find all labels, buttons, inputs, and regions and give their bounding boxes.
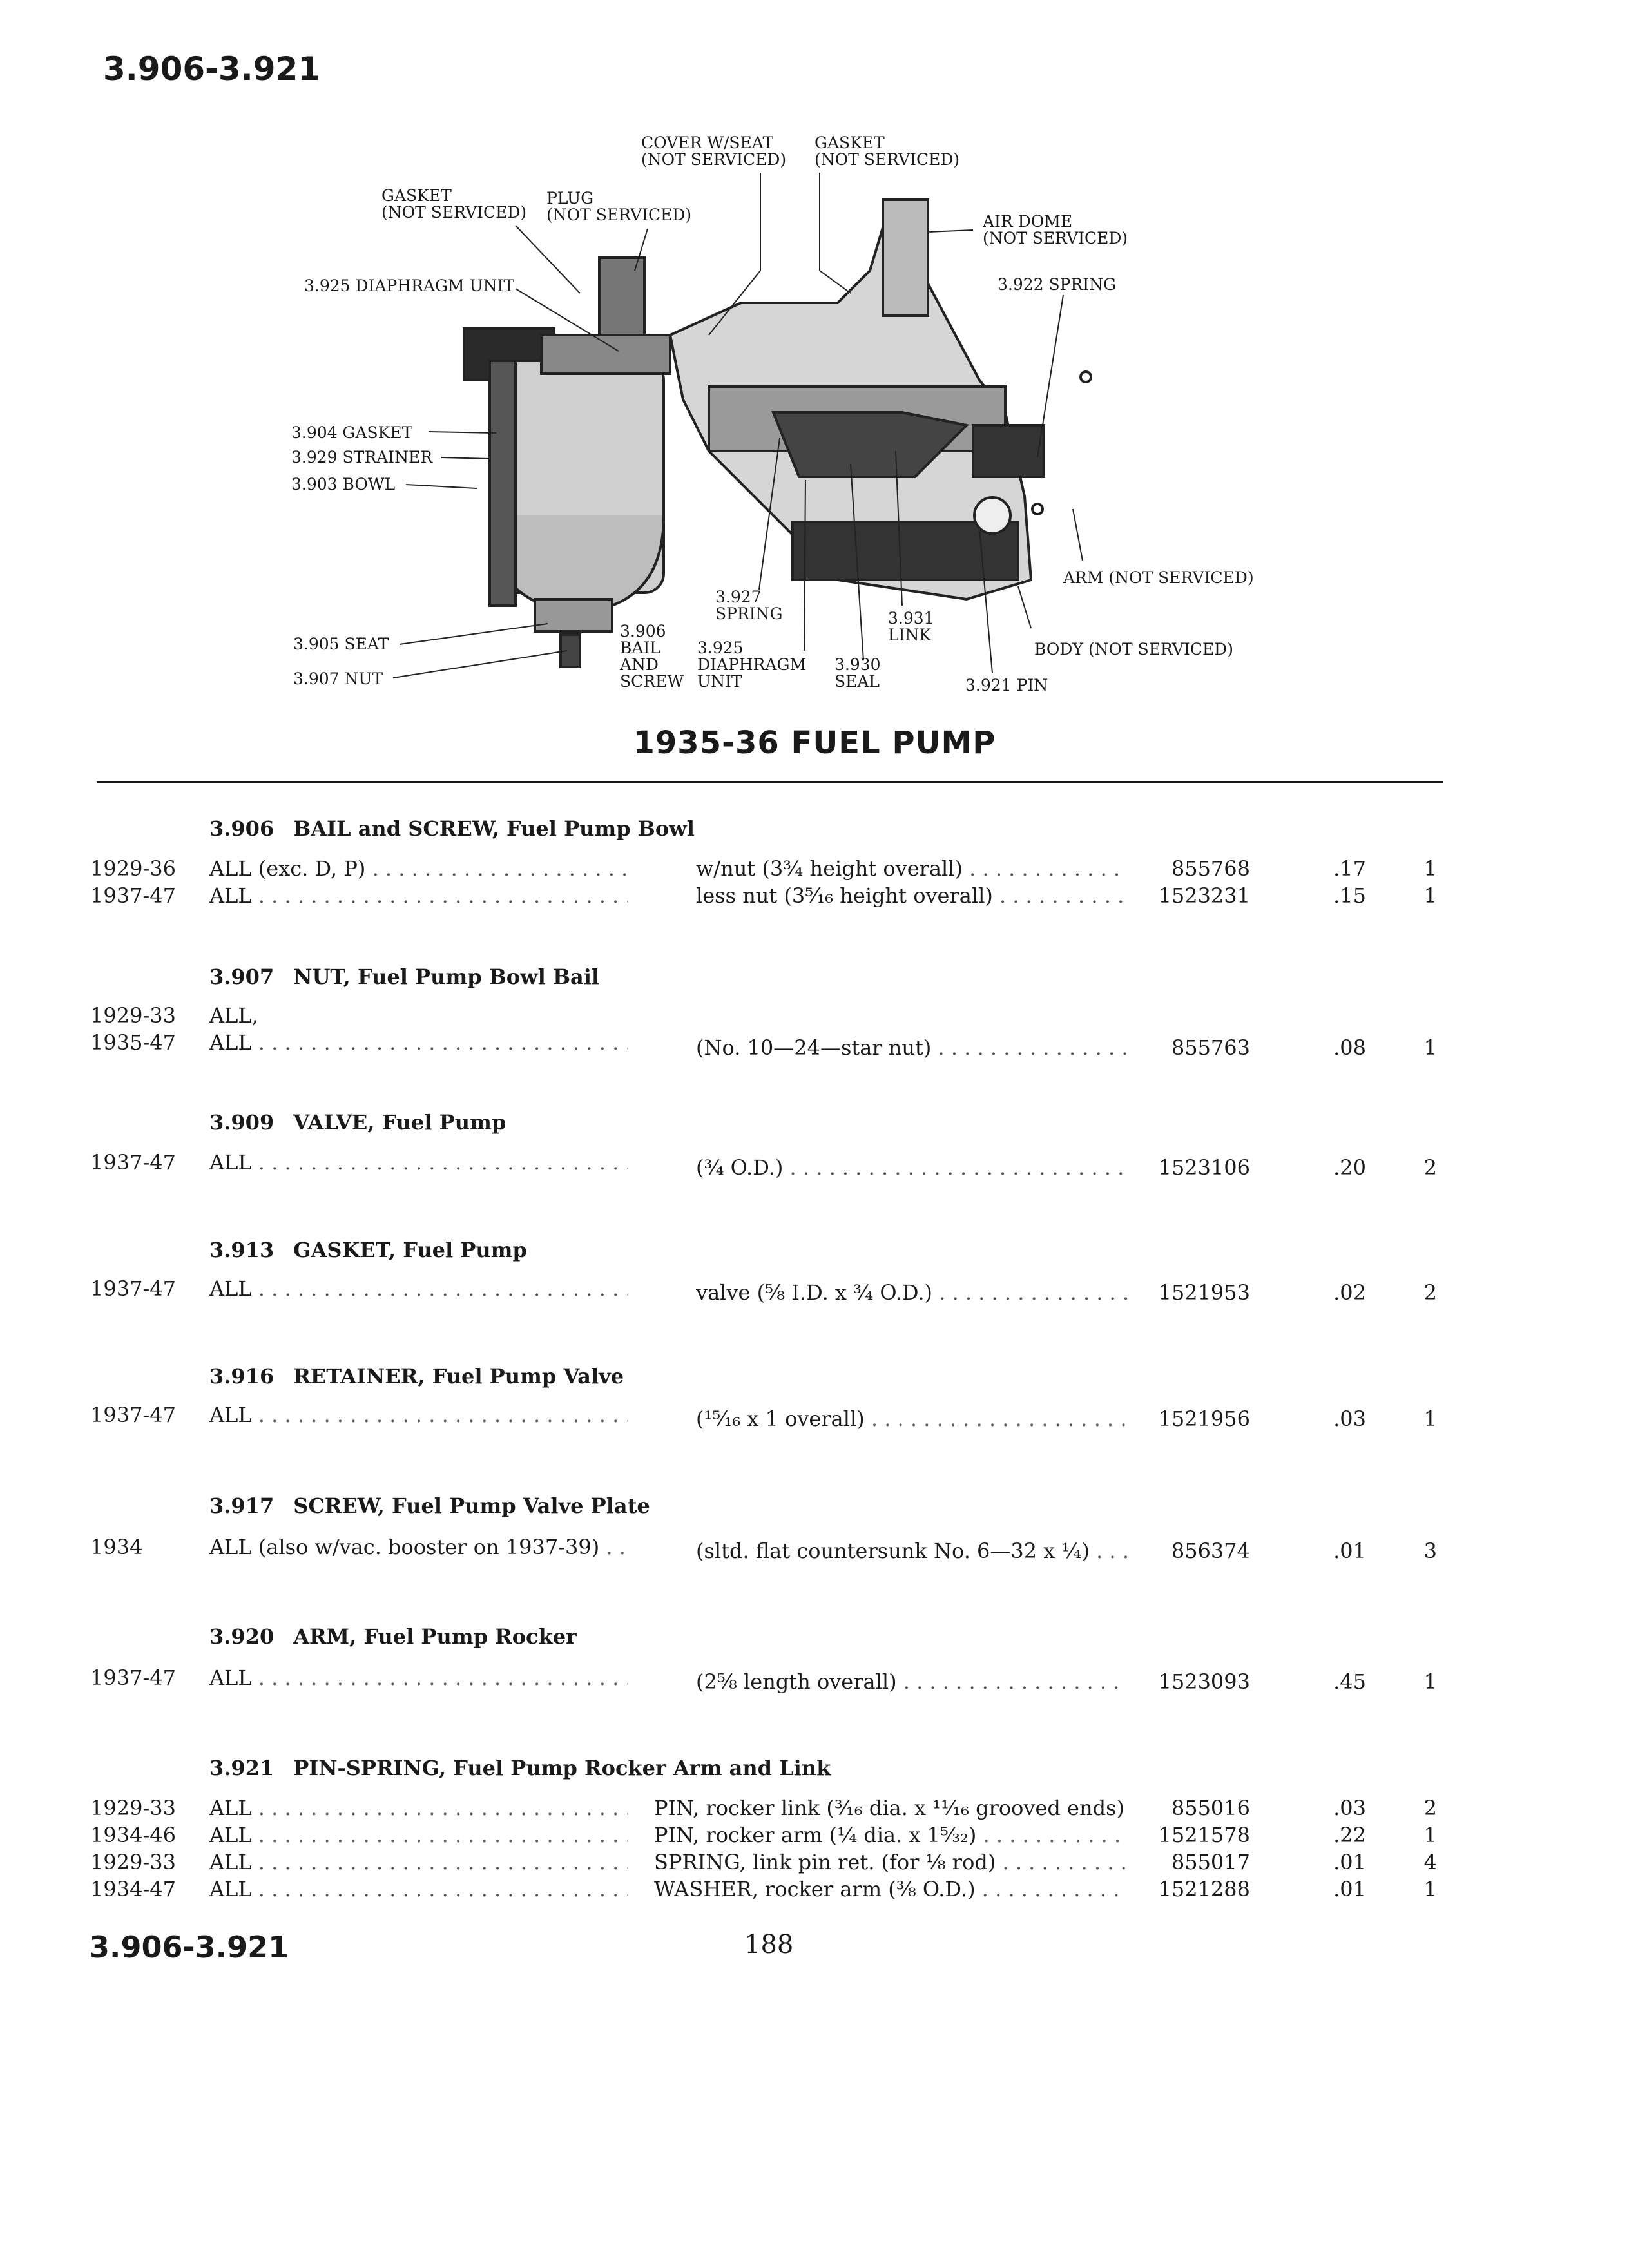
callout-body: BODY (NOT SERVICED) [1034,640,1233,658]
page-number: 188 [744,1930,794,1959]
callout-spring-3922: 3.922 SPRING [998,275,1117,294]
table-row: 1935-47 ALL . . . (No. 10—24—star nut) . . . 855763 .08 1 [0,1030,1629,1057]
section-heading: 3.917 SCREW, Fuel Pump Valve Plate [209,1494,650,1518]
callout-plug-sub: (NOT SERVICED) [546,206,692,224]
callout-plug: PLUG [546,189,594,207]
callout-cover-sub: (NOT SERVICED) [641,150,787,169]
callout-bail-2: BAIL [620,639,660,657]
table-row: 1934 ALL (also w/vac. booster on 1937-39) . . . (sltd. flat countersunk No. 6—32 x ¼) . . . 856374 .01 3 [0,1535,1629,1562]
section-heading: 3.913 GASKET, Fuel Pump [209,1238,527,1262]
page-section-code-top: 3.906-3.921 [103,50,321,88]
callout-bowl-3903: 3.903 BOWL [291,475,396,494]
callout-air-dome: AIR DOME [983,212,1073,231]
section-heading: 3.909 VALVE, Fuel Pump [209,1110,506,1135]
section-heading: 3.920 ARM, Fuel Pump Rocker [209,1624,577,1649]
section-heading: 3.906 BAIL and SCREW, Fuel Pump Bowl [209,816,695,841]
table-row: 1929-33 ALL . . . SPRING, link pin ret. (for ⅛ rod) . . . 855017 .01 4 [0,1850,1629,1877]
table-row: 1937-47 ALL . . . (¾ O.D.) . . . 1523106 .20 2 [0,1150,1629,1177]
callout-bail-3: AND [620,655,659,674]
callout-diaphragm-bottom-2: DIAPHRAGM [697,655,807,674]
figure-title: 1935-36 FUEL PUMP [633,725,996,761]
callout-gasket-3904: 3.904 GASKET [291,423,413,442]
page-section-code-bottom: 3.906-3.921 [89,1930,289,1965]
callout-link-3931: 3.931 [888,609,934,628]
callout-strainer-3929: 3.929 STRAINER [291,448,433,466]
callout-bail-4: SCREW [620,672,684,691]
callout-spring-3927-sub: SPRING [715,604,783,623]
section-heading: 3.916 RETAINER, Fuel Pump Valve [209,1364,624,1389]
section-heading: 3.921 PIN-SPRING, Fuel Pump Rocker Arm and Link [209,1756,831,1780]
section-heading: 3.907 NUT, Fuel Pump Bowl Bail [209,965,600,989]
callout-air-dome-sub: (NOT SERVICED) [983,229,1128,247]
table-row: 1937-47 ALL . . . (¹⁵⁄₁₆ x 1 overall) . . . 1521956 .03 1 [0,1403,1629,1430]
callout-gasket-left: GASKET [381,186,452,205]
callout-nut-3907: 3.907 NUT [293,669,383,688]
table-row: 1937-47 ALL . . . valve (⅝ I.D. x ¾ O.D.) . . . 1521953 .02 2 [0,1276,1629,1303]
table-row: 1937-47 ALL . . . less nut (3⁵⁄₁₆ height overall) . . . 1523231 .15 1 [0,883,1629,910]
callout-diaphragm-bottom: 3.925 [697,639,744,657]
table-row: 1934-47 ALL . . . WASHER, rocker arm (⅜ O.D.) . . . 1521288 .01 1 [0,1877,1629,1904]
callout-bail: 3.906 [620,622,666,640]
callout-diaphragm-bottom-3: UNIT [697,672,742,691]
table-row: 1929-36 ALL (exc. D, P) . . . w/nut (3¾ height overall) . . . 855768 .17 1 [0,856,1629,883]
fuel-pump-diagram [0,0,1629,728]
callout-seal-3930-sub: SEAL [834,672,880,691]
callout-arm: ARM (NOT SERVICED) [1063,568,1254,587]
table-row: 1929-33 ALL . . . PIN, rocker link (³⁄₁₆ dia. x ¹¹⁄₁₆ grooved ends) . . . 855016 .03 2 [0,1796,1629,1823]
callout-gasket-left-sub: (NOT SERVICED) [381,203,527,222]
title-rule [97,781,1443,783]
callout-spring-3927: 3.927 [715,588,762,606]
callout-gasket-top: GASKET [815,133,885,152]
callout-pin-3921: 3.921 PIN [965,676,1048,695]
table-row: 1937-47 ALL . . . (2⅝ length overall) . . . 1523093 .45 1 [0,1666,1629,1693]
callout-seat-3905: 3.905 SEAT [293,635,389,653]
table-row: 1929-33 ALL, [90,1003,258,1028]
callout-cover: COVER W/SEAT [641,133,774,152]
callout-gasket-top-sub: (NOT SERVICED) [815,150,960,169]
callout-link-3931-sub: LINK [888,626,932,644]
callout-diaphragm-top: 3.925 DIAPHRAGM UNIT [304,276,515,295]
table-row: 1934-46 ALL . . . PIN, rocker arm (¼ dia. x 1⁵⁄₃₂) . . . 1521578 .22 1 [0,1823,1629,1850]
callout-seal-3930: 3.930 [834,655,881,674]
